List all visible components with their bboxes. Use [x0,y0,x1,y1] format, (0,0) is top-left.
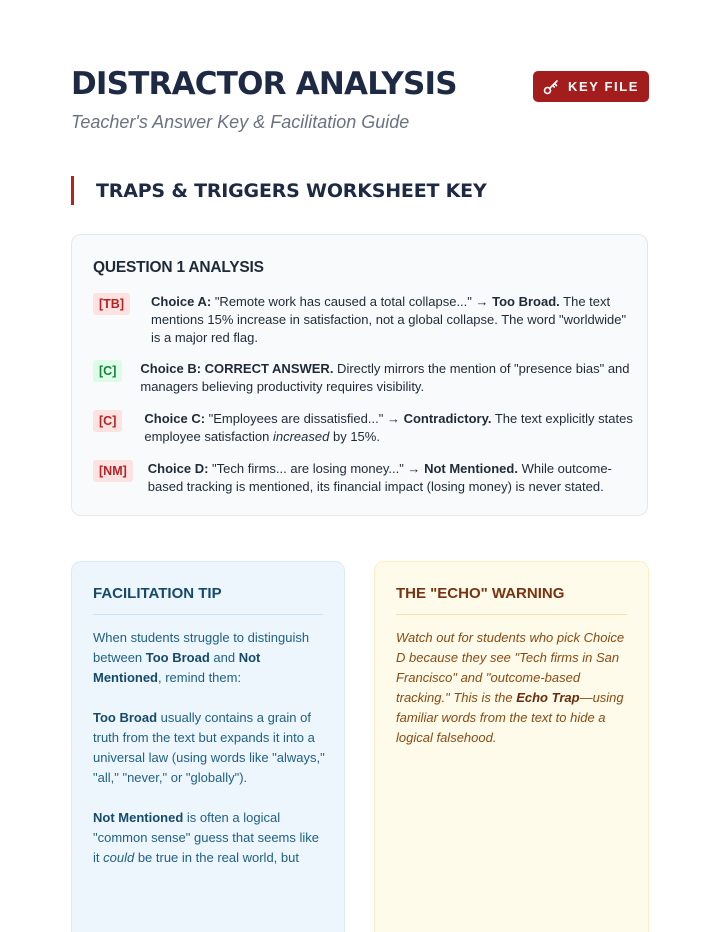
choice-text: Choice C: "Employees are dissatisfied..." → Contradictory. The text explicitly states employee satisfaction increased by 15%. [144,411,633,444]
page-subtitle: Teacher's Answer Key & Facilitation Guide [71,112,410,132]
tip-title: FACILITATION TIP [93,585,222,602]
choice-tag: [TB] [93,293,130,315]
choice-text: Choice D: "Tech firms... are losing money..." → Not Mentioned. While outcome-based tracking is mentioned, its financial impact (losing money) is never stated. [147,461,612,494]
choice-b [93,360,633,396]
choice-d [93,460,633,496]
choice-c [93,410,633,446]
tip-paragraph: When students struggle to distinguish between Too Broad and Not Mentioned, remind them: [93,630,310,685]
tip-paragraph: Too Broad usually contains a grain of truth from the text but expands it into a universal law (using words like "always," "all," "never," or "globally"). [93,710,325,785]
choice-tag: [C] [93,360,122,382]
key-icon [543,79,559,95]
key-file-badge [533,71,649,102]
choice-tag: [C] [93,410,122,432]
analysis-title: QUESTION 1 ANALYSIS [93,259,264,276]
echo-warning-card [374,561,649,932]
question-analysis-card [71,234,648,516]
tip-body [93,628,329,868]
echo-body: Watch out for students who pick Choice D because they see "Tech firms in San Francisco" and "outcome-based tracking." This is the Echo Trap—using familiar words from the text to hide a logical falsehood. [396,630,625,745]
choice-text: Choice A: "Remote work has caused a total collapse..." → Too Broad. The text mentions 15% increase in satisfaction, not a global collapse. The word "worldwide" is a major red flag. [151,294,627,345]
facilitation-tip-card [71,561,345,932]
page-title: DISTRACTOR ANALYSIS [71,66,457,102]
key-file-label: KEY FILE [567,79,640,94]
tip-paragraph: Not Mentioned is often a logical "common sense" guess that seems like it could be true in the real world, but [93,810,319,865]
choice-text: Choice B: CORRECT ANSWER. Directly mirrors the mention of "presence bias" and managers believing productivity requires visibility. [140,361,630,394]
echo-title: THE "ECHO" WARNING [396,585,565,602]
choice-tag: [NM] [93,460,133,482]
divider [396,614,627,615]
choice-a [93,293,633,347]
section-heading: TRAPS & TRIGGERS WORKSHEET KEY [71,176,487,205]
divider [93,614,323,615]
